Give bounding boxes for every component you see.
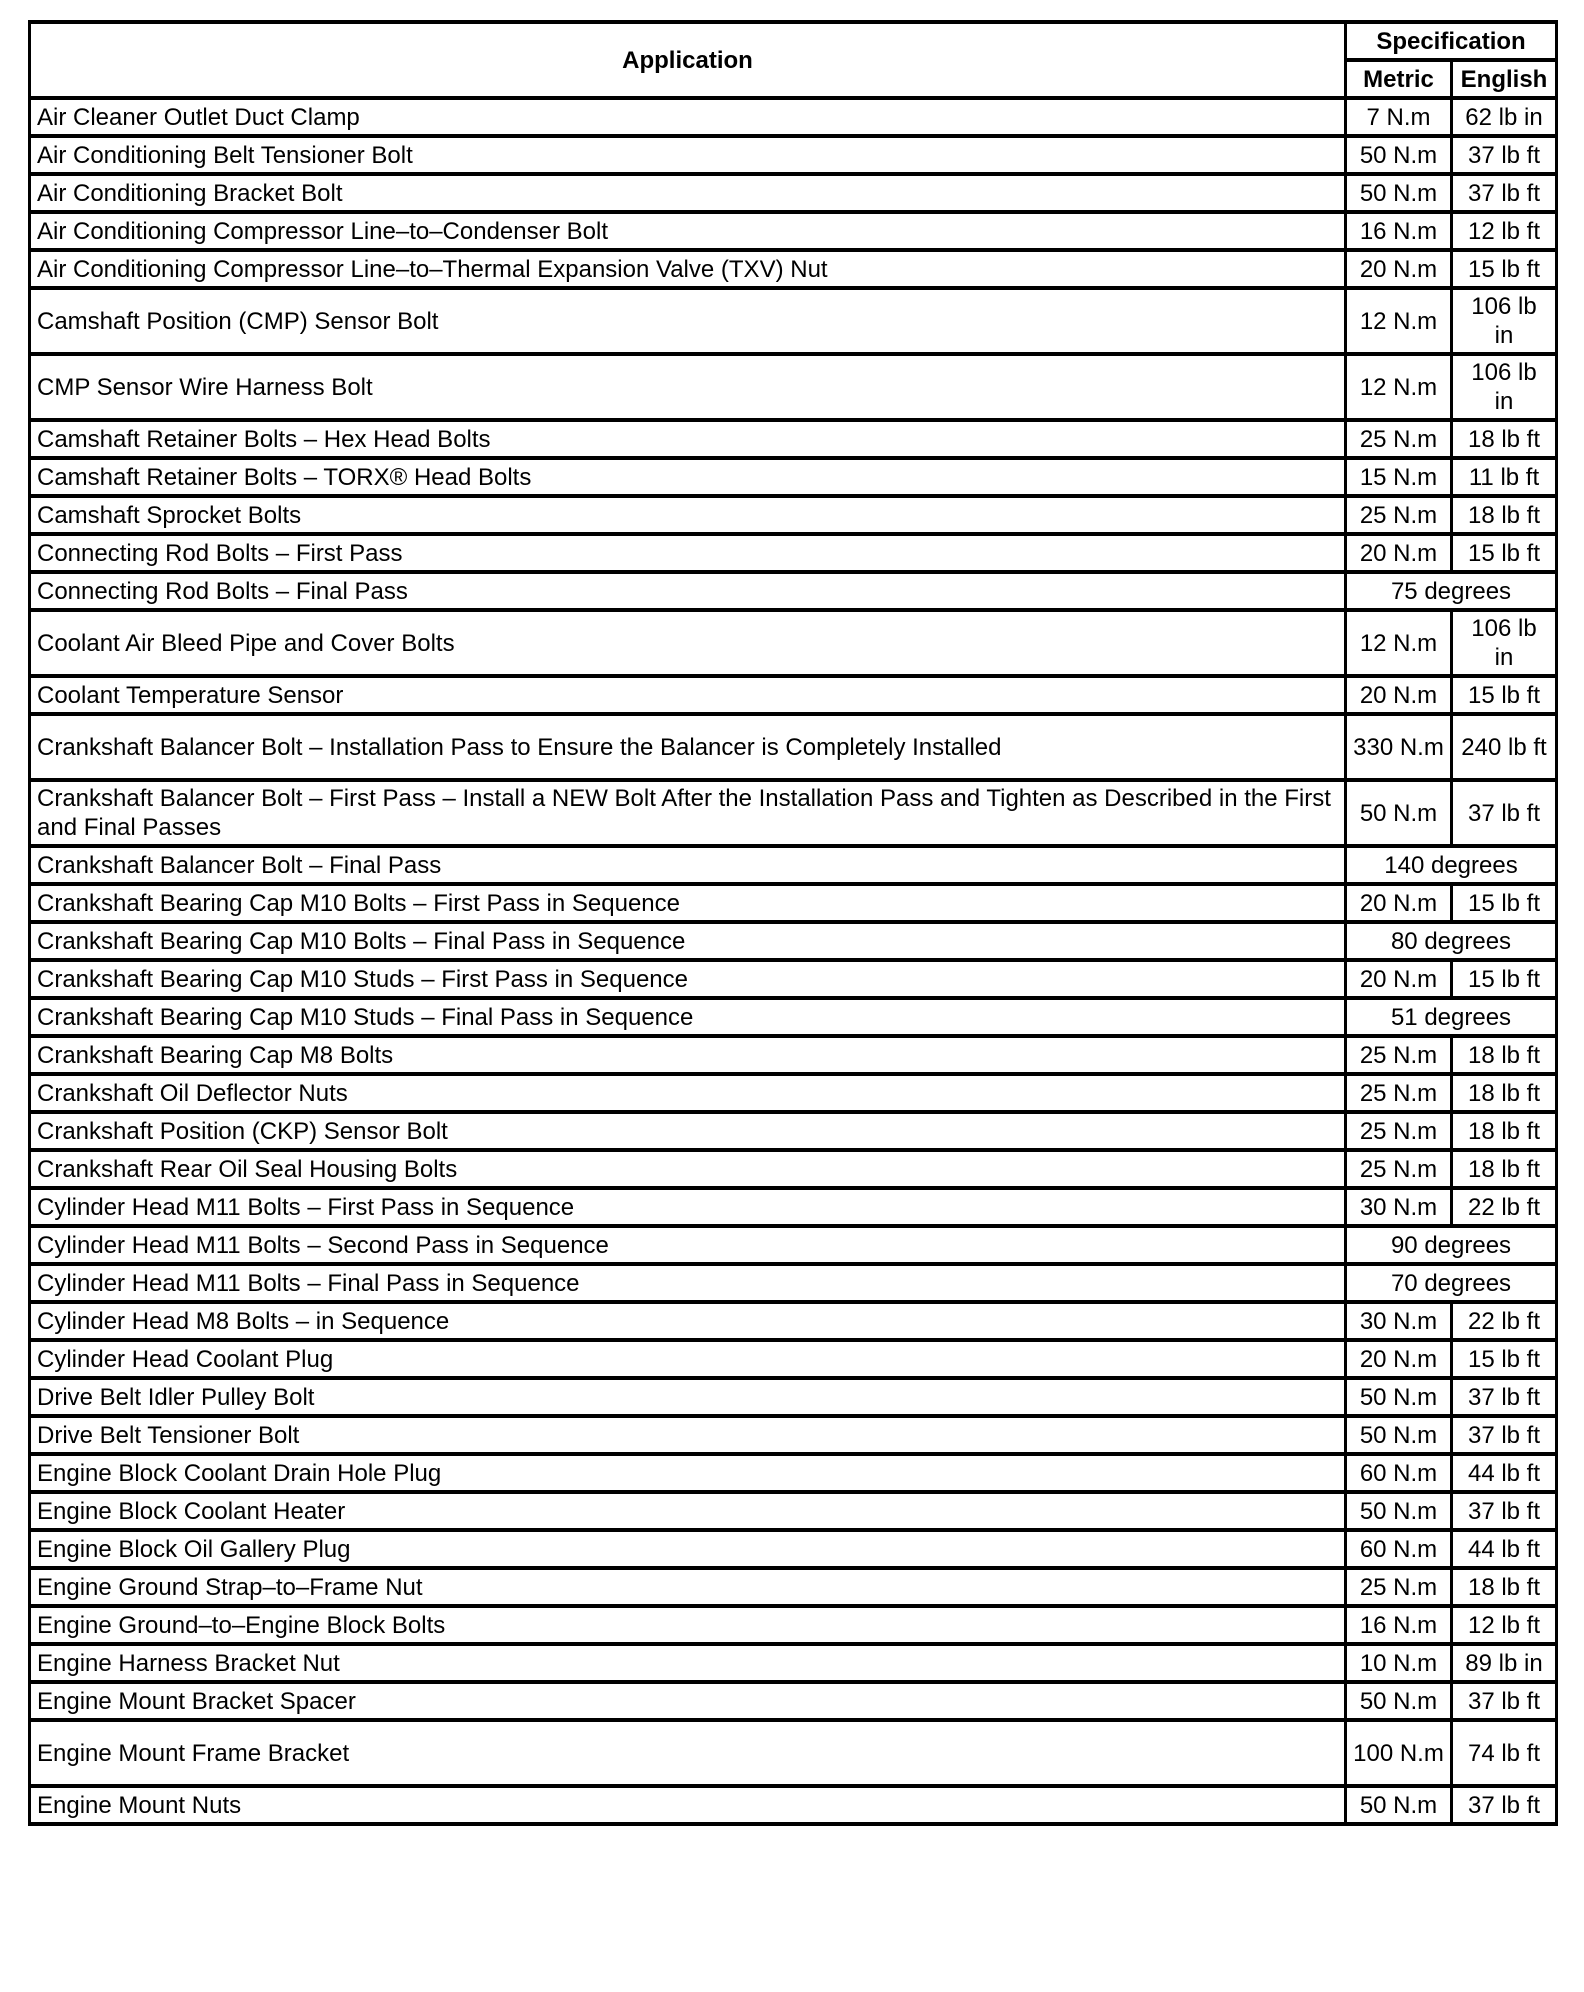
- english-cell: 240 lb ft: [1452, 714, 1557, 780]
- application-cell: Engine Block Coolant Drain Hole Plug: [30, 1454, 1346, 1492]
- application-cell: Crankshaft Balancer Bolt – Final Pass: [30, 846, 1346, 884]
- application-cell: Camshaft Retainer Bolts – TORX® Head Bolts: [30, 458, 1346, 496]
- application-cell: Engine Mount Frame Bracket: [30, 1720, 1346, 1786]
- metric-cell: 50 N.m: [1346, 1682, 1452, 1720]
- application-cell: Cylinder Head M11 Bolts – Final Pass in Sequence: [30, 1264, 1346, 1302]
- english-cell: 37 lb ft: [1452, 780, 1557, 846]
- english-cell: 12 lb ft: [1452, 1606, 1557, 1644]
- metric-cell: 25 N.m: [1346, 1112, 1452, 1150]
- angle-spec-cell: 51 degrees: [1346, 998, 1557, 1036]
- application-cell: Crankshaft Balancer Bolt – Installation Pass to Ensure the Balancer is Completely Installed: [30, 714, 1346, 780]
- metric-cell: 330 N.m: [1346, 714, 1452, 780]
- metric-cell: 25 N.m: [1346, 1150, 1452, 1188]
- application-cell: Engine Ground–to–Engine Block Bolts: [30, 1606, 1346, 1644]
- table-row: [30, 1606, 1557, 1644]
- torque-spec-table: [28, 20, 1558, 1826]
- application-cell: Crankshaft Bearing Cap M10 Bolts – Final Pass in Sequence: [30, 922, 1346, 960]
- english-cell: 37 lb ft: [1452, 1786, 1557, 1824]
- application-cell: Cylinder Head Coolant Plug: [30, 1340, 1346, 1378]
- application-cell: CMP Sensor Wire Harness Bolt: [30, 354, 1346, 420]
- angle-spec-cell: 140 degrees: [1346, 846, 1557, 884]
- english-cell: 106 lb in: [1452, 610, 1557, 676]
- metric-cell: 20 N.m: [1346, 534, 1452, 572]
- table-row: [30, 1644, 1557, 1682]
- table-row: [30, 1074, 1557, 1112]
- english-cell: 37 lb ft: [1452, 1682, 1557, 1720]
- application-cell: Crankshaft Bearing Cap M10 Studs – First Pass in Sequence: [30, 960, 1346, 998]
- application-cell: Engine Harness Bracket Nut: [30, 1644, 1346, 1682]
- table-row: [30, 676, 1557, 714]
- english-cell: 15 lb ft: [1452, 1340, 1557, 1378]
- application-cell: Crankshaft Oil Deflector Nuts: [30, 1074, 1346, 1112]
- metric-cell: 12 N.m: [1346, 354, 1452, 420]
- english-cell: 15 lb ft: [1452, 534, 1557, 572]
- english-cell: 106 lb in: [1452, 288, 1557, 354]
- metric-cell: 20 N.m: [1346, 250, 1452, 288]
- metric-cell: 60 N.m: [1346, 1530, 1452, 1568]
- application-cell: Air Conditioning Bracket Bolt: [30, 174, 1346, 212]
- table-row: [30, 1188, 1557, 1226]
- english-cell: 37 lb ft: [1452, 1378, 1557, 1416]
- english-cell: 18 lb ft: [1452, 1036, 1557, 1074]
- english-cell: 37 lb ft: [1452, 1492, 1557, 1530]
- english-cell: 12 lb ft: [1452, 212, 1557, 250]
- table-row: [30, 1682, 1557, 1720]
- table-row: [30, 1786, 1557, 1824]
- application-cell: Engine Mount Nuts: [30, 1786, 1346, 1824]
- application-cell: Engine Block Oil Gallery Plug: [30, 1530, 1346, 1568]
- english-cell: 15 lb ft: [1452, 676, 1557, 714]
- english-cell: 18 lb ft: [1452, 1074, 1557, 1112]
- english-cell: 18 lb ft: [1452, 420, 1557, 458]
- application-cell: Camshaft Retainer Bolts – Hex Head Bolts: [30, 420, 1346, 458]
- table-row: [30, 922, 1557, 960]
- application-cell: Drive Belt Idler Pulley Bolt: [30, 1378, 1346, 1416]
- application-cell: Crankshaft Position (CKP) Sensor Bolt: [30, 1112, 1346, 1150]
- metric-cell: 25 N.m: [1346, 420, 1452, 458]
- table-body: [30, 98, 1557, 1824]
- application-cell: Drive Belt Tensioner Bolt: [30, 1416, 1346, 1454]
- metric-cell: 12 N.m: [1346, 288, 1452, 354]
- application-cell: Coolant Air Bleed Pipe and Cover Bolts: [30, 610, 1346, 676]
- table-row: [30, 780, 1557, 846]
- application-cell: Air Conditioning Compressor Line–to–Thermal Expansion Valve (TXV) Nut: [30, 250, 1346, 288]
- english-cell: 15 lb ft: [1452, 250, 1557, 288]
- table-row: [30, 212, 1557, 250]
- metric-cell: 25 N.m: [1346, 1074, 1452, 1112]
- angle-spec-cell: 70 degrees: [1346, 1264, 1557, 1302]
- metric-cell: 50 N.m: [1346, 1786, 1452, 1824]
- application-cell: Cylinder Head M8 Bolts – in Sequence: [30, 1302, 1346, 1340]
- angle-spec-cell: 75 degrees: [1346, 572, 1557, 610]
- angle-spec-cell: 90 degrees: [1346, 1226, 1557, 1264]
- english-cell: 37 lb ft: [1452, 1416, 1557, 1454]
- metric-cell: 30 N.m: [1346, 1188, 1452, 1226]
- english-cell: 37 lb ft: [1452, 136, 1557, 174]
- metric-cell: 12 N.m: [1346, 610, 1452, 676]
- metric-cell: 50 N.m: [1346, 1492, 1452, 1530]
- application-cell: Connecting Rod Bolts – Final Pass: [30, 572, 1346, 610]
- table-row: [30, 846, 1557, 884]
- english-cell: 106 lb in: [1452, 354, 1557, 420]
- english-cell: 15 lb ft: [1452, 960, 1557, 998]
- table-row: [30, 1226, 1557, 1264]
- metric-cell: 25 N.m: [1346, 496, 1452, 534]
- metric-cell: 16 N.m: [1346, 212, 1452, 250]
- application-cell: Crankshaft Balancer Bolt – First Pass – Install a NEW Bolt After the Installation Pass and Tighten as Described in the First and Final Passes: [30, 780, 1346, 846]
- metric-cell: 50 N.m: [1346, 1378, 1452, 1416]
- table-row: [30, 1492, 1557, 1530]
- application-cell: Engine Ground Strap–to–Frame Nut: [30, 1568, 1346, 1606]
- table-row: [30, 1150, 1557, 1188]
- table-row: [30, 572, 1557, 610]
- application-cell: Crankshaft Rear Oil Seal Housing Bolts: [30, 1150, 1346, 1188]
- metric-cell: 20 N.m: [1346, 676, 1452, 714]
- english-cell: 18 lb ft: [1452, 1568, 1557, 1606]
- metric-cell: 50 N.m: [1346, 136, 1452, 174]
- table-row: [30, 1112, 1557, 1150]
- application-cell: Crankshaft Bearing Cap M10 Bolts – First Pass in Sequence: [30, 884, 1346, 922]
- english-cell: 15 lb ft: [1452, 884, 1557, 922]
- metric-cell: 16 N.m: [1346, 1606, 1452, 1644]
- table-row: [30, 174, 1557, 212]
- application-cell: Connecting Rod Bolts – First Pass: [30, 534, 1346, 572]
- application-cell: Crankshaft Bearing Cap M8 Bolts: [30, 1036, 1346, 1074]
- metric-cell: 60 N.m: [1346, 1454, 1452, 1492]
- metric-cell: 25 N.m: [1346, 1036, 1452, 1074]
- table-row: [30, 458, 1557, 496]
- english-cell: 22 lb ft: [1452, 1188, 1557, 1226]
- application-cell: Air Conditioning Compressor Line–to–Condenser Bolt: [30, 212, 1346, 250]
- table-row: [30, 250, 1557, 288]
- english-cell: 74 lb ft: [1452, 1720, 1557, 1786]
- english-cell: 22 lb ft: [1452, 1302, 1557, 1340]
- angle-spec-cell: 80 degrees: [1346, 922, 1557, 960]
- table-row: [30, 884, 1557, 922]
- metric-cell: 100 N.m: [1346, 1720, 1452, 1786]
- table-row: [30, 1264, 1557, 1302]
- english-cell: 18 lb ft: [1452, 1150, 1557, 1188]
- english-cell: 44 lb ft: [1452, 1454, 1557, 1492]
- application-cell: Air Cleaner Outlet Duct Clamp: [30, 98, 1346, 136]
- table-row: [30, 354, 1557, 420]
- english-cell: 89 lb in: [1452, 1644, 1557, 1682]
- metric-cell: 20 N.m: [1346, 884, 1452, 922]
- metric-cell: 50 N.m: [1346, 1416, 1452, 1454]
- table-row: [30, 1720, 1557, 1786]
- table-row: [30, 1340, 1557, 1378]
- table-row: [30, 136, 1557, 174]
- application-cell: Engine Block Coolant Heater: [30, 1492, 1346, 1530]
- metric-cell: 7 N.m: [1346, 98, 1452, 136]
- table-row: [30, 1302, 1557, 1340]
- metric-cell: 20 N.m: [1346, 960, 1452, 998]
- application-cell: Camshaft Position (CMP) Sensor Bolt: [30, 288, 1346, 354]
- metric-cell: 15 N.m: [1346, 458, 1452, 496]
- table-row: [30, 1378, 1557, 1416]
- table-row: [30, 1568, 1557, 1606]
- table-row: [30, 610, 1557, 676]
- table-row: [30, 98, 1557, 136]
- table-row: [30, 496, 1557, 534]
- specification-header: Specification: [1346, 22, 1557, 60]
- metric-header: Metric: [1346, 60, 1452, 98]
- metric-cell: 30 N.m: [1346, 1302, 1452, 1340]
- application-cell: Crankshaft Bearing Cap M10 Studs – Final Pass in Sequence: [30, 998, 1346, 1036]
- english-header: English: [1452, 60, 1557, 98]
- table-row: [30, 420, 1557, 458]
- application-cell: Cylinder Head M11 Bolts – Second Pass in Sequence: [30, 1226, 1346, 1264]
- application-cell: Air Conditioning Belt Tensioner Bolt: [30, 136, 1346, 174]
- table-row: [30, 1454, 1557, 1492]
- english-cell: 11 lb ft: [1452, 458, 1557, 496]
- table-row: [30, 1530, 1557, 1568]
- table-row: [30, 534, 1557, 572]
- table-row: [30, 288, 1557, 354]
- table-row: [30, 960, 1557, 998]
- table-row: [30, 998, 1557, 1036]
- table-row: [30, 1416, 1557, 1454]
- metric-cell: 10 N.m: [1346, 1644, 1452, 1682]
- application-cell: Engine Mount Bracket Spacer: [30, 1682, 1346, 1720]
- application-cell: Cylinder Head M11 Bolts – First Pass in Sequence: [30, 1188, 1346, 1226]
- metric-cell: 50 N.m: [1346, 780, 1452, 846]
- application-cell: Camshaft Sprocket Bolts: [30, 496, 1346, 534]
- application-cell: Coolant Temperature Sensor: [30, 676, 1346, 714]
- english-cell: 18 lb ft: [1452, 496, 1557, 534]
- metric-cell: 50 N.m: [1346, 174, 1452, 212]
- table-row: [30, 714, 1557, 780]
- metric-cell: 25 N.m: [1346, 1568, 1452, 1606]
- english-cell: 62 lb in: [1452, 98, 1557, 136]
- english-cell: 44 lb ft: [1452, 1530, 1557, 1568]
- english-cell: 18 lb ft: [1452, 1112, 1557, 1150]
- table-row: [30, 1036, 1557, 1074]
- metric-cell: 20 N.m: [1346, 1340, 1452, 1378]
- english-cell: 37 lb ft: [1452, 174, 1557, 212]
- application-header: Application: [30, 22, 1346, 98]
